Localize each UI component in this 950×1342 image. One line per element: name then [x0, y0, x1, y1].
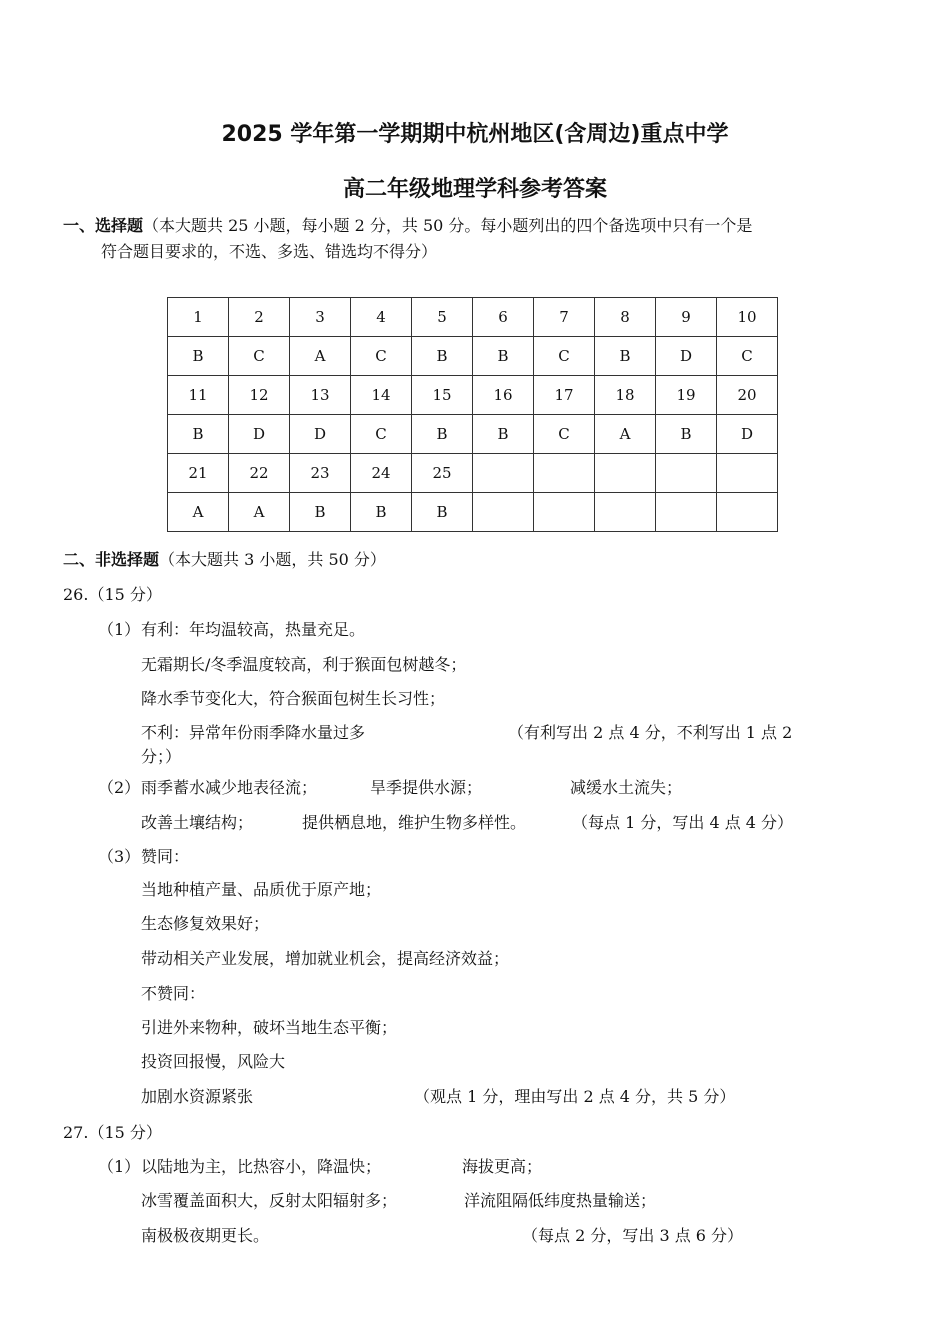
- question-number-cell: 12: [229, 376, 290, 415]
- q26-part1-num: （1）: [98, 620, 141, 639]
- question-number-cell: [534, 454, 595, 493]
- section2-line: [63, 547, 386, 573]
- question-number-cell: 20: [717, 376, 778, 415]
- answer-cell: B: [412, 337, 473, 376]
- table-row: [168, 454, 778, 493]
- question-number-cell: [473, 454, 534, 493]
- question-number-cell: 23: [290, 454, 351, 493]
- table-row: [168, 493, 778, 532]
- question-number-cell: 1: [168, 298, 229, 337]
- answer-cell: C: [351, 415, 412, 454]
- question-number-cell: 14: [351, 376, 412, 415]
- answer-cell: D: [656, 337, 717, 376]
- question-number-cell: 24: [351, 454, 412, 493]
- question-number-cell: 19: [656, 376, 717, 415]
- q26-part1-score: （有利写出 2 点 4 分，不利写出 1 点 2: [508, 723, 793, 742]
- section2-heading: 二、非选择题: [63, 550, 160, 569]
- answer-cell: C: [534, 337, 595, 376]
- answer-cell: D: [229, 415, 290, 454]
- q26-part1-line3: 降水季节变化大，符合猴面包树生长习性；: [141, 689, 446, 708]
- page-subtitle: 高二年级地理学科参考答案: [342, 177, 607, 202]
- q26-part2-item1: 雨季蓄水减少地表径流；: [141, 778, 318, 797]
- question-number-cell: [595, 454, 656, 493]
- question-number-cell: 18: [595, 376, 656, 415]
- answer-cell: A: [168, 493, 229, 532]
- question-number-cell: 22: [229, 454, 290, 493]
- page-title: 2025 学年第一学期期中杭州地区(含周边)重点中学: [221, 122, 729, 147]
- question-number-cell: 11: [168, 376, 229, 415]
- table-row: [168, 298, 778, 337]
- q26-part1-score-cont: 分；）: [141, 747, 182, 766]
- q26-part3-line6: 引进外来物种，破坏当地生态平衡；: [141, 1018, 398, 1037]
- question-number-cell: 17: [534, 376, 595, 415]
- answer-cell: [656, 493, 717, 532]
- question-number-cell: 3: [290, 298, 351, 337]
- q26-header: 26.（15 分）: [63, 585, 162, 604]
- q26-part3-line1: 赞同：: [141, 847, 190, 866]
- q26-part2-item5: 提供栖息地，维护生物多样性。: [302, 813, 527, 832]
- question-number-cell: 7: [534, 298, 595, 337]
- q26-part3-line2: 当地种植产量、品质优于原产地；: [141, 880, 382, 899]
- q26-part2-item3: 减缓水土流失；: [570, 778, 683, 797]
- answer-cell: D: [290, 415, 351, 454]
- question-number-cell: 15: [412, 376, 473, 415]
- q27-part1-item2: 海拔更高；: [462, 1157, 543, 1176]
- answer-cell: B: [412, 415, 473, 454]
- q27-part1-item3: 冰雪覆盖面积大，反射太阳辐射多；: [141, 1191, 398, 1210]
- answer-cell: A: [290, 337, 351, 376]
- answer-cell: [717, 493, 778, 532]
- q26-part2-item4: 改善土壤结构；: [141, 813, 254, 832]
- question-number-cell: 21: [168, 454, 229, 493]
- section1-line1: [63, 213, 752, 239]
- q26-part3-line5: 不赞同：: [141, 984, 206, 1003]
- answer-cell: D: [717, 415, 778, 454]
- table-row: [168, 415, 778, 454]
- section1-desc-line2: 符合题目要求的，不选、多选、错选均不得分）: [101, 242, 438, 261]
- q27-part1-item5: 南极极夜期更长。: [141, 1226, 270, 1245]
- q27-part1-item4: 洋流阻隔低纬度热量输送；: [464, 1191, 657, 1210]
- section2-desc: （本大题共 3 小题，共 50 分）: [159, 550, 386, 569]
- answer-cell: A: [595, 415, 656, 454]
- answer-cell: B: [168, 337, 229, 376]
- table-row: [168, 376, 778, 415]
- answer-table: [167, 297, 778, 532]
- q26-part3-line7: 投资回报慢，风险大: [141, 1052, 286, 1071]
- q26-part3-line4: 带动相关产业发展，增加就业机会，提高经济效益；: [141, 949, 510, 968]
- answer-cell: C: [229, 337, 290, 376]
- question-number-cell: 16: [473, 376, 534, 415]
- q27-header: 27.（15 分）: [63, 1123, 162, 1142]
- question-number-cell: 5: [412, 298, 473, 337]
- answer-cell: [534, 493, 595, 532]
- answer-cell: [595, 493, 656, 532]
- answer-cell: C: [717, 337, 778, 376]
- question-number-cell: 10: [717, 298, 778, 337]
- answer-cell: B: [473, 415, 534, 454]
- q26-part3-score: （观点 1 分，理由写出 2 点 4 分，共 5 分）: [414, 1087, 736, 1106]
- answer-cell: A: [229, 493, 290, 532]
- question-number-cell: 6: [473, 298, 534, 337]
- table-row: [168, 337, 778, 376]
- question-number-cell: 13: [290, 376, 351, 415]
- question-number-cell: [717, 454, 778, 493]
- answer-cell: B: [168, 415, 229, 454]
- q26-part1-line1: 有利：年均温较高，热量充足。: [141, 620, 366, 639]
- q27-part1-item1: 以陆地为主，比热容小，降温快；: [141, 1157, 382, 1176]
- section1-desc: （本大题共 25 小题，每小题 2 分，共 50 分。每小题列出的四个备选项中只有一个是: [143, 216, 753, 235]
- question-number-cell: 25: [412, 454, 473, 493]
- answer-cell: B: [656, 415, 717, 454]
- q26-part3-num: （3）: [98, 847, 141, 866]
- q26-part3-line3: 生态修复效果好；: [141, 914, 270, 933]
- q26-part1-line2: 无霜期长/冬季温度较高，利于猴面包树越冬；: [141, 655, 467, 674]
- answer-cell: B: [473, 337, 534, 376]
- answer-cell: C: [534, 415, 595, 454]
- answer-cell: B: [351, 493, 412, 532]
- q26-part2-num: （2）: [98, 778, 141, 797]
- question-number-cell: 4: [351, 298, 412, 337]
- answer-cell: B: [290, 493, 351, 532]
- answer-cell: B: [595, 337, 656, 376]
- question-number-cell: 2: [229, 298, 290, 337]
- answer-cell: C: [351, 337, 412, 376]
- question-number-cell: 8: [595, 298, 656, 337]
- q26-part2-score: （每点 1 分，写出 4 点 4 分）: [572, 813, 794, 832]
- question-number-cell: [656, 454, 717, 493]
- answer-cell: [473, 493, 534, 532]
- q27-part1-num: （1）: [98, 1157, 141, 1176]
- q26-part1-line4: 不利：异常年份雨季降水量过多: [141, 723, 366, 742]
- q26-part3-line8: 加剧水资源紧张: [141, 1087, 254, 1106]
- q27-part1-score: （每点 2 分，写出 3 点 6 分）: [522, 1226, 744, 1245]
- section1-heading: 一、选择题: [63, 216, 144, 235]
- question-number-cell: 9: [656, 298, 717, 337]
- q26-part2-item2: 旱季提供水源；: [370, 778, 483, 797]
- answer-cell: B: [412, 493, 473, 532]
